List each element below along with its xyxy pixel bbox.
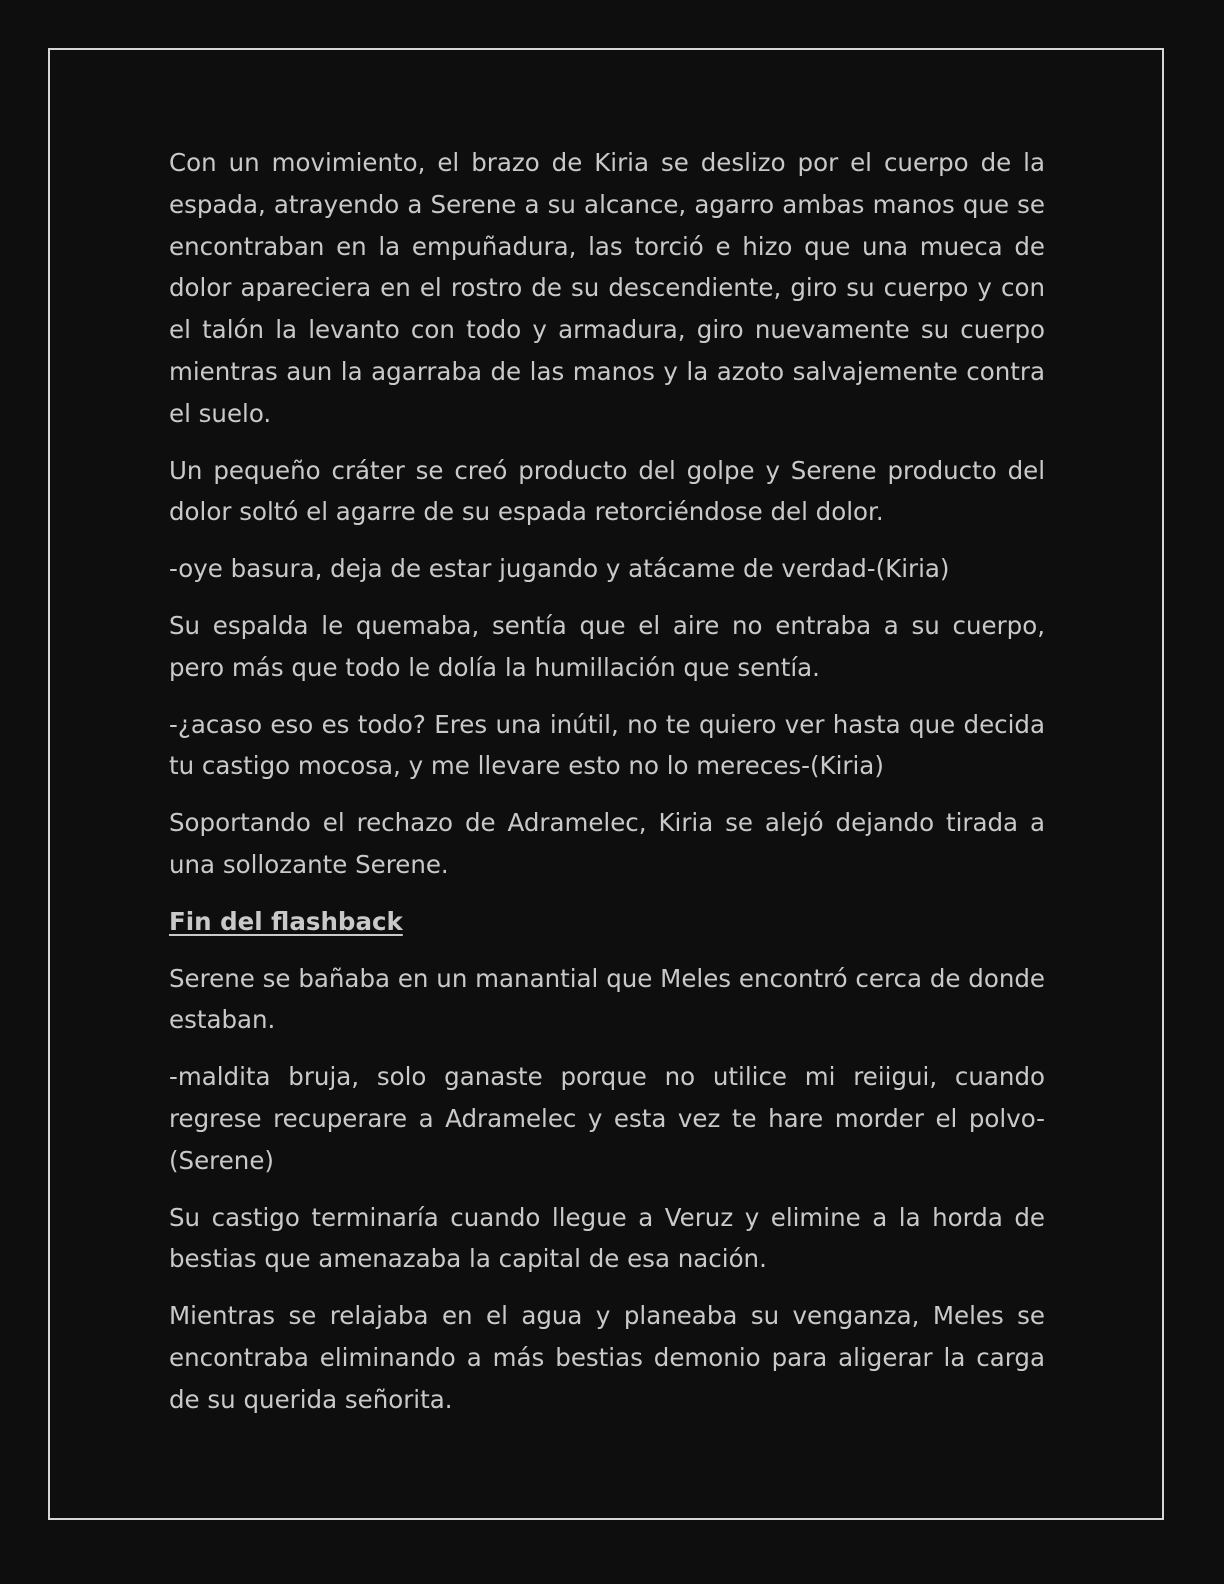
paragraph: Su espalda le quemaba, sentía que el aire no entraba a su cuerpo, pero más que todo le dolía la humillación que sentía.: [169, 610, 1045, 682]
paragraph: Mientras se relajaba en el agua y planeaba su venganza, Meles se encontraba eliminando a más bestias demonio para aligerar la carga de su querida señorita.: [169, 1301, 1045, 1414]
paragraph: Con un movimiento, el brazo de Kiria se deslizo por el cuerpo de la espada, atrayendo a Serene a su alcance, agarro ambas manos que se encontraban en la empuñadura, las torció e hizo que una mueca de dolor apareciera en el rostro de su descendiente, giro su cuerpo y con el talón la levanto con todo y armadura, giro nuevamente su cuerpo mientras aun la agarraba de las manos y la azoto salvajemente contra el suelo.: [169, 148, 1045, 428]
paragraph: Soportando el rechazo de Adramelec, Kiria se alejó dejando tirada a una sollozante Serene.: [169, 808, 1045, 879]
dialogue-line: -¿acaso eso es todo? Eres una inútil, no te quiero ver hasta que decida tu castigo mocosa, y me llevare esto no lo mereces-(Kiria): [169, 709, 1045, 781]
section-heading: Fin del flashback: [169, 906, 403, 936]
paragraph: Serene se bañaba en un manantial que Meles encontró cerca de donde estaban.: [169, 963, 1045, 1035]
paragraph: Su castigo terminaría cuando llegue a Veruz y elimine a la horda de bestias que amenazaba la capital de esa nación.: [169, 1202, 1045, 1274]
dialogue-line: -maldita bruja, solo ganaste porque no utilice mi reiigui, cuando regrese recuperare a Adramelec y esta vez te hare morder el polvo-(Serene): [169, 1062, 1045, 1175]
dialogue-line: -oye basura, deja de estar jugando y atácame de verdad-(Kiria): [169, 554, 950, 584]
document-body: [169, 142, 1045, 1436]
paragraph: Un pequeño cráter se creó producto del golpe y Serene producto del dolor soltó el agarre de su espada retorciéndose del dolor.: [169, 455, 1045, 527]
